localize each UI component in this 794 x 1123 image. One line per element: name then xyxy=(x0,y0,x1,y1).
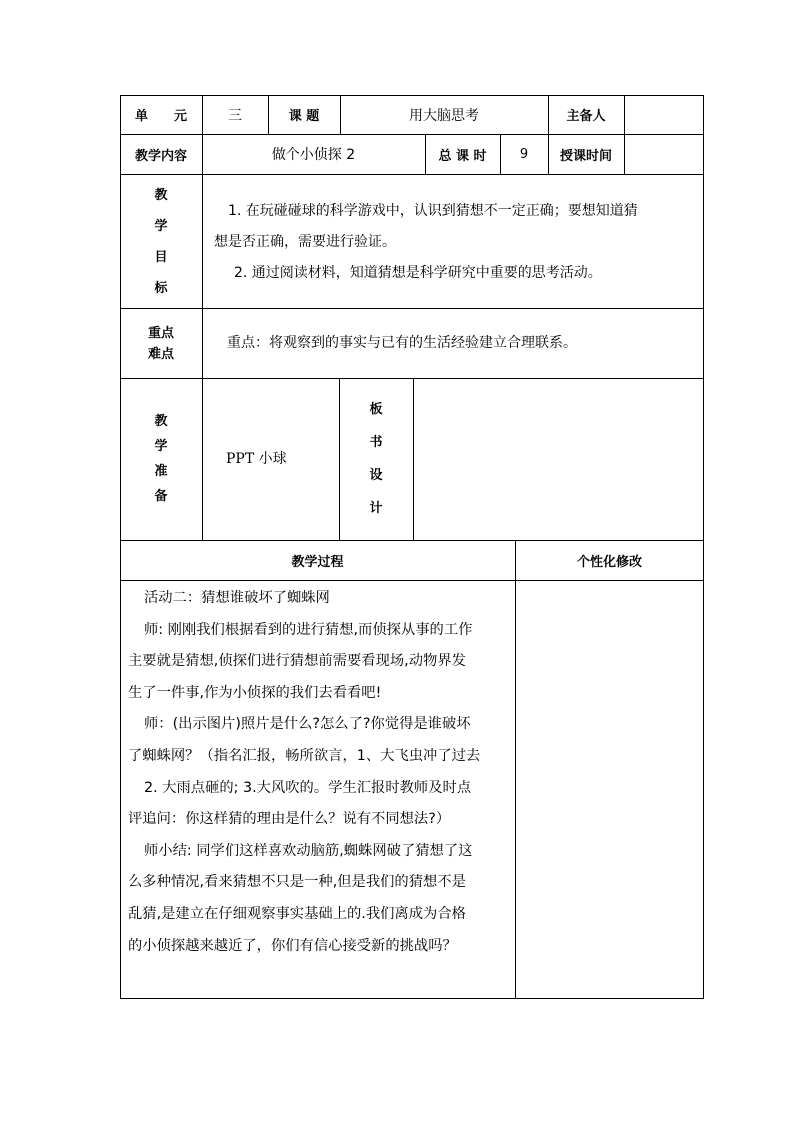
process-line: 师小结: 同学们这样喜欢动脑筋,蜘蛛网破了猜想了这 xyxy=(144,842,473,859)
process-line: 的小侦探越来越近了，你们有信心接受新的挑战吗？ xyxy=(128,937,457,954)
revision-header: 个性化修改 xyxy=(576,554,642,570)
board-design-label-char: 书 xyxy=(369,435,383,450)
board-design-label-char: 设 xyxy=(369,468,383,483)
board-design-label-char: 板 xyxy=(369,402,383,417)
class-time-label: 授课时间 xyxy=(559,148,612,164)
total-hours-label: 总 课 时 xyxy=(438,148,487,164)
goals-line-1: 1. 在玩碰碰球的科学游戏中，认识到猜想不一定正确；要想知道猜 xyxy=(228,203,638,219)
topic-label: 课 题 xyxy=(288,109,320,124)
process-line: 评追问：你这样猜的理由是什么？说有不同想法?） xyxy=(128,811,451,828)
process-line: 生了一件事,作为小侦探的我们去看看吧! xyxy=(128,684,382,701)
goals-label xyxy=(120,184,202,296)
process-line: 了蜘蛛网？（指名汇报，畅所欲言，1、大飞虫冲了过去 xyxy=(128,747,481,764)
goals-line-2: 想是否正确，需要进行验证。 xyxy=(214,234,396,250)
unit-value: 三 xyxy=(228,107,242,124)
preparation-label-char: 备 xyxy=(154,489,168,504)
goals-label-char: 教 xyxy=(154,188,168,203)
class-time-value xyxy=(624,134,704,174)
process-line: 活动二：猜想谁破坏了蜘蛛网 xyxy=(144,590,330,606)
preparer-value xyxy=(624,95,704,134)
unit-label: 单 元 xyxy=(134,109,187,124)
row-divider xyxy=(120,174,704,175)
goals-label-char: 目 xyxy=(154,250,168,265)
process-line: 么多种情况,看来猜想不只是一种,但是我们的猜想不是 xyxy=(128,874,466,891)
process-text xyxy=(128,583,510,962)
key-points-label-line: 难点 xyxy=(147,347,174,362)
board-design-label xyxy=(339,398,413,516)
content-value: 做个小侦探 2 xyxy=(271,147,356,163)
preparation-label-char: 教 xyxy=(154,414,168,429)
preparation-label-char: 学 xyxy=(154,439,168,454)
process-line: 乱猜,是建立在仔细观察事实基础上的.我们离成为合格 xyxy=(128,905,466,922)
process-line: 主要就是猜想,侦探们进行猜想前需要看现场,动物界发 xyxy=(128,653,466,670)
process-line: 师: 刚刚我们根据看到的进行猜想,而侦探从事的工作 xyxy=(144,621,473,638)
board-design-label-char: 计 xyxy=(369,501,383,516)
preparation-label-char: 准 xyxy=(154,464,168,479)
preparer-label: 主备人 xyxy=(566,109,606,124)
board-design-value xyxy=(413,378,704,540)
process-line: 2. 大雨点砸的; 3.大风吹的。学生汇报时教师及时点 xyxy=(144,779,472,796)
preparation-text: PPT 小球 xyxy=(226,451,287,467)
goals-line-3: 2. 通过阅读材料，知道猜想是科学研究中重要的思考活动。 xyxy=(234,265,602,281)
key-points-label xyxy=(120,322,202,362)
goals-text xyxy=(214,196,699,289)
col-divider xyxy=(202,174,203,540)
topic-value: 用大脑思考 xyxy=(409,107,479,124)
preparation-label xyxy=(120,410,202,504)
goals-label-char: 学 xyxy=(154,219,168,234)
revision-cell xyxy=(515,580,704,999)
row-divider xyxy=(120,308,704,309)
process-header: 教学过程 xyxy=(291,554,344,570)
key-points-label-line: 重点 xyxy=(147,326,174,341)
goals-label-char: 标 xyxy=(154,281,168,296)
key-points-text: 重点：将观察到的事实与已有的生活经验建立合理联系。 xyxy=(227,335,577,351)
content-label: 教学内容 xyxy=(134,148,187,164)
process-line: 师：(出示图片)照片是什么?怎么了?你觉得是谁破坏 xyxy=(144,716,471,733)
total-hours-value: 9 xyxy=(519,146,529,162)
